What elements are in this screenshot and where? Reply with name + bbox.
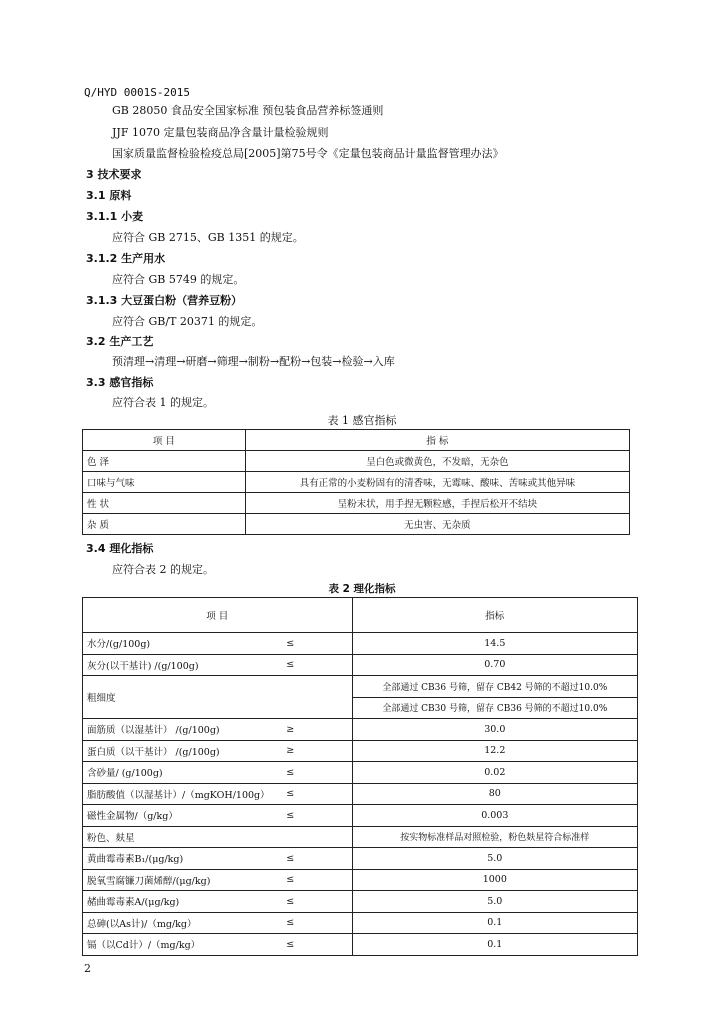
section-3-4-heading: 3.4 理化指标: [86, 542, 154, 555]
table-cell: 面筋质（以湿基计） /(g/100g): [83, 719, 283, 741]
table-row: [83, 912, 638, 934]
table-row: [83, 783, 638, 805]
table-cell-op: ≤: [282, 805, 352, 827]
table-row: [83, 451, 630, 472]
section-3-3-text: 应符合表 1 的规定。: [112, 396, 214, 409]
section-3-1-3-heading: 3.1.3 大豆蛋白粉（营养豆粉）: [86, 294, 243, 307]
section-3-1-heading: 3.1 原料: [86, 189, 132, 202]
section-3-2-heading: 3.2 生产工艺: [86, 335, 154, 348]
table-cell: 14.5: [352, 633, 637, 655]
table-row: [83, 762, 638, 784]
section-3-1-2-text: 应符合 GB 5749 的规定。: [112, 273, 245, 286]
table-cell: 口味与气味: [83, 472, 246, 493]
table-header-row: [83, 430, 630, 451]
table-cell: 杂 质: [83, 514, 246, 535]
table-cell: 呈白色或微黄色，不发暗，无杂色: [245, 451, 629, 472]
page-number: 2: [84, 962, 91, 975]
table-header-cell: 项 目: [83, 598, 353, 633]
table-header-cell: 指 标: [245, 430, 629, 451]
table-cell: 0.02: [352, 762, 637, 784]
table-row: [83, 826, 638, 848]
table-cell-op: ≤: [282, 654, 352, 676]
table-cell: 0.1: [352, 912, 637, 934]
table-row: [83, 719, 638, 741]
sensory-table: [82, 429, 630, 535]
section-3-1-1-heading: 3.1.1 小麦: [86, 210, 144, 223]
table-cell-op: ≤: [282, 912, 352, 934]
table-cell: 1000: [352, 869, 637, 891]
table-header-cell: 指标: [352, 598, 637, 633]
table-row: [83, 654, 638, 676]
section-3-1-1-text: 应符合 GB 2715、GB 1351 的规定。: [112, 231, 304, 244]
ref-order75: 国家质量监督检验检疫总局[2005]第75号令《定量包装商品计量监督管理办法》: [112, 147, 504, 160]
table-cell: 5.0: [352, 891, 637, 913]
document-header: Q/HYD 0001S-2015: [84, 86, 190, 99]
table-cell-op: ≤: [282, 762, 352, 784]
table-cell: 30.0: [352, 719, 637, 741]
table-cell: 具有正常的小麦粉固有的清香味，无霉味、酸味、苦味或其他异味: [245, 472, 629, 493]
table-row: [83, 848, 638, 870]
table-row: [83, 869, 638, 891]
section-3-3-heading: 3.3 感官指标: [86, 376, 154, 389]
table-cell: 全部通过 CB36 号筛，留存 CB42 号筛的不超过10.0%: [352, 676, 637, 698]
table-cell: 赭曲霉毒素A/(μg/kg): [83, 891, 283, 913]
table-cell: 脂肪酸值（以湿基计）/（mgKOH/100g）: [83, 783, 283, 805]
table-cell: 蛋白质（以干基计） /(g/100g): [83, 740, 283, 762]
table-cell-op: ≤: [282, 633, 352, 655]
table-cell: 粗细度: [83, 676, 353, 719]
table1-caption: 表 1 感官指标: [327, 414, 397, 427]
table-row: [83, 740, 638, 762]
table-cell: 5.0: [352, 848, 637, 870]
ref-jjf1070: JJF 1070 定量包装商品净含量计量检验规则: [112, 126, 329, 139]
physicochemical-table: [82, 597, 638, 956]
table-header-row: [83, 598, 638, 633]
table2-caption: 表 2 理化指标: [328, 583, 396, 595]
table-cell: 总砷(以As计)/（mg/kg）: [83, 912, 283, 934]
table-cell: 80: [352, 783, 637, 805]
section-3-4-text: 应符合表 2 的规定。: [112, 563, 214, 576]
table-row: [83, 891, 638, 913]
table-cell-op: ≤: [282, 783, 352, 805]
table-cell: 镉（以Cd计）/（mg/kg）: [83, 934, 283, 956]
table-cell: 水分/(g/100g): [83, 633, 283, 655]
section-3-2-text: 预清理→清理→研磨→筛理→制粉→配粉→包装→检验→入库: [112, 355, 395, 368]
table-cell: 色 泽: [83, 451, 246, 472]
table-row: [83, 493, 630, 514]
table-cell-op: ≤: [282, 869, 352, 891]
table-row: [83, 514, 630, 535]
table-cell: 无虫害、无杂质: [245, 514, 629, 535]
table-row: [83, 676, 638, 698]
table-cell-op: ≥: [282, 719, 352, 741]
table-cell: 按实物标准样品对照检验，粉色麸星符合标准样: [352, 826, 637, 848]
table-cell: 全部通过 CB30 号筛，留存 CB36 号筛的不超过10.0%: [352, 697, 637, 719]
section-3-1-2-heading: 3.1.2 生产用水: [86, 252, 166, 265]
table-cell-op: [282, 826, 352, 848]
section-3-1-3-text: 应符合 GB/T 20371 的规定。: [112, 315, 263, 328]
table-cell: 含砂量/ (g/100g): [83, 762, 283, 784]
table-cell: 黄曲霉毒素B₁/(μg/kg): [83, 848, 283, 870]
table-cell: 0.003: [352, 805, 637, 827]
table-row: [83, 934, 638, 956]
table-cell: 脱氧雪腐镰刀菌烯醇/(μg/kg): [83, 869, 283, 891]
table-cell: 0.70: [352, 654, 637, 676]
table-cell-op: ≤: [282, 848, 352, 870]
table-row: [83, 633, 638, 655]
section-3-heading: 3 技术要求: [86, 168, 142, 181]
table-cell-op: ≤: [282, 891, 352, 913]
table-header-cell: 项 目: [83, 430, 246, 451]
table-cell-op: ≥: [282, 740, 352, 762]
table-cell: 磁性金属物/（g/kg）: [83, 805, 283, 827]
table-cell: 灰分(以干基计) /(g/100g): [83, 654, 283, 676]
table-cell: 12.2: [352, 740, 637, 762]
table-cell: 粉色、麸星: [83, 826, 283, 848]
table-cell: 呈粉末状，用手捏无颗粒感，手捏后松开不结块: [245, 493, 629, 514]
table-row: [83, 472, 630, 493]
table-row: [83, 805, 638, 827]
table-cell: 性 状: [83, 493, 246, 514]
ref-gb28050: GB 28050 食品安全国家标准 预包装食品营养标签通则: [112, 104, 384, 117]
table-cell: 0.1: [352, 934, 637, 956]
table-cell-op: ≤: [282, 934, 352, 956]
